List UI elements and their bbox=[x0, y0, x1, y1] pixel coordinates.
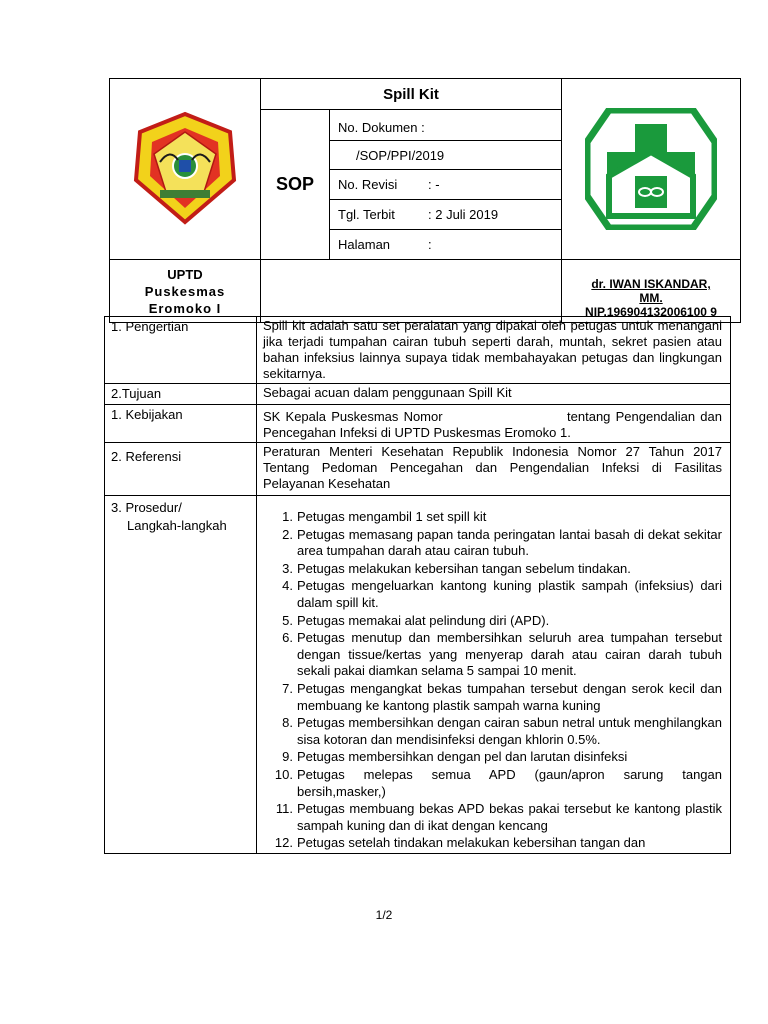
table-row bbox=[105, 384, 731, 405]
list-item bbox=[263, 715, 722, 748]
list-item bbox=[263, 801, 722, 834]
org-line-1: UPTD bbox=[167, 266, 203, 282]
step-text: Petugas mengambil 1 set spill kit bbox=[297, 509, 487, 524]
right-logo-cell bbox=[562, 79, 741, 260]
list-item bbox=[263, 578, 722, 611]
step-text: Petugas mengangkat bekas tumpahan tersebut dengan serok kecil dan membuang ke kantong plastik sampah warna kuning bbox=[297, 680, 722, 713]
prosedur-label-line-1: 3. Prosedur/ bbox=[111, 500, 182, 515]
step-number: 10. bbox=[274, 766, 293, 782]
doc-number-value: /SOP/PPI/2019 bbox=[330, 141, 562, 170]
step-text: Petugas memakai alat pelindung diri (APD). bbox=[297, 612, 550, 628]
page-label: Halaman bbox=[338, 237, 391, 252]
issue-date-value: : 2 Juli 2019 bbox=[428, 207, 499, 222]
step-number: 12. bbox=[274, 835, 293, 851]
tujuan-text: Sebagai acuan dalam penggunaan Spill Kit bbox=[257, 384, 731, 405]
step-text: Petugas membuang bekas APD bekas pakai tersebut ke kantong plastik sampah kuning dan di ikat dengan kencang bbox=[297, 801, 722, 833]
wonogiri-regency-emblem-icon bbox=[126, 110, 244, 228]
table-row bbox=[105, 443, 731, 496]
page-number: 1/2 bbox=[375, 908, 393, 922]
list-item bbox=[263, 835, 722, 852]
referensi-label: 2. Referensi bbox=[105, 443, 257, 496]
step-text: Petugas setelah tindakan melakukan kebersihan tangan dan bbox=[297, 835, 646, 851]
step-number: 2. bbox=[282, 526, 293, 542]
step-number: 1. bbox=[282, 509, 293, 524]
step-number: 4. bbox=[282, 578, 293, 594]
org-line-3: Eromoko I bbox=[148, 300, 222, 316]
signer-title: MM. bbox=[639, 291, 663, 305]
step-text: Petugas membersihkan dengan cairan sabun netral untuk menghilangkan sisa kotoran dan mendisinfeksi dengan khlorin 0.5%. bbox=[297, 715, 722, 747]
page-row bbox=[330, 230, 562, 260]
signer-nip: NIP.196904132006100 9 bbox=[585, 305, 717, 319]
step-number: 3. bbox=[282, 560, 293, 576]
left-logo-cell bbox=[110, 79, 261, 260]
revision-label: No. Revisi bbox=[338, 177, 398, 192]
document-header-table bbox=[109, 78, 741, 323]
list-item bbox=[263, 613, 722, 630]
kebijakan-text: SK Kepala Puskesmas Nomor tentang Pengendalian dan Pencegahan Infeksi di UPTD Puskesmas Eromoko 1. bbox=[257, 405, 731, 443]
signer-block bbox=[562, 260, 741, 323]
sop-content-table bbox=[104, 316, 731, 854]
step-number: 6. bbox=[282, 630, 293, 646]
procedure-steps-list bbox=[263, 509, 722, 852]
revision-value: : - bbox=[428, 177, 440, 192]
sop-label: SOP bbox=[261, 110, 330, 260]
step-text: Petugas melepas semua APD (gaun/apron sarung tangan bersih,masker,) bbox=[297, 766, 722, 799]
step-text: Petugas mengeluarkan kantong kuning plastik sampah (infeksius) dari dalam spill kit. bbox=[297, 578, 722, 610]
list-item bbox=[263, 561, 722, 578]
step-number: 11. bbox=[275, 801, 293, 817]
list-item bbox=[263, 509, 722, 526]
step-text: Petugas memasang papan tanda peringatan lantai basah di dekat sekitar area tumpahan darah atau cairan tubuh. bbox=[297, 526, 722, 559]
issue-date-row bbox=[330, 200, 562, 230]
issue-date-label: Tgl. Terbit bbox=[338, 207, 395, 222]
doc-number-label: No. Dokumen : bbox=[330, 110, 562, 141]
step-number: 9. bbox=[282, 749, 293, 765]
step-number: 5. bbox=[282, 612, 293, 628]
prosedur-steps-cell bbox=[257, 496, 731, 854]
step-text: Petugas membersihkan dengan pel dan larutan disinfeksi bbox=[297, 749, 628, 765]
pengertian-label: 1. Pengertian bbox=[105, 317, 257, 384]
step-number: 7. bbox=[282, 680, 293, 696]
list-item bbox=[263, 767, 722, 800]
prosedur-label bbox=[105, 496, 257, 854]
table-row bbox=[105, 405, 731, 443]
revision-row bbox=[330, 170, 562, 200]
step-text: Petugas melakukan kebersihan tangan sebelum tindakan. bbox=[297, 560, 631, 576]
step-text: Petugas menutup dan membersihkan seluruh area tumpahan tersebut dengan tissue/kertas yang menyerap darah atau cairan darah tubuh sekali pakai diamkan selama 5 sampai 10 menit. bbox=[297, 630, 722, 679]
list-item bbox=[263, 749, 722, 766]
referensi-text: Peraturan Menteri Kesehatan Republik Indonesia Nomor 27 Tahun 2017 Tentang Pedoman Pencegahan dan Pengendalian Infeksi di Fasilitas Pelayanan Kesehatan bbox=[257, 443, 731, 496]
step-number: 8. bbox=[282, 715, 293, 731]
list-item bbox=[263, 681, 722, 714]
kebijakan-label: 1. Kebijakan bbox=[105, 405, 257, 443]
list-item bbox=[263, 630, 722, 680]
tujuan-label: 2.Tujuan bbox=[105, 384, 257, 405]
document-title: Spill Kit bbox=[261, 79, 562, 110]
table-row bbox=[105, 496, 731, 854]
empty-signature-space bbox=[261, 260, 562, 323]
table-row bbox=[105, 317, 731, 384]
list-item bbox=[263, 527, 722, 560]
puskesmas-green-cross-logo-icon bbox=[585, 108, 717, 230]
organization-name bbox=[110, 260, 261, 323]
org-line-2: Puskesmas bbox=[144, 283, 226, 299]
page-value: : bbox=[428, 237, 432, 252]
pengertian-text: Spill kit adalah satu set peralatan yang dipakai oleh petugas untuk menangani jika terjadi tumpahan cairan tubuh seperti darah, muntah, sekret pasien atau bahan infeksius lainnya supaya tidak membahayakan petugas dan lingkungan sekitarnya. bbox=[257, 317, 731, 384]
signer-name: dr. IWAN ISKANDAR, bbox=[591, 277, 711, 291]
prosedur-label-line-2: Langkah-langkah bbox=[127, 518, 227, 533]
